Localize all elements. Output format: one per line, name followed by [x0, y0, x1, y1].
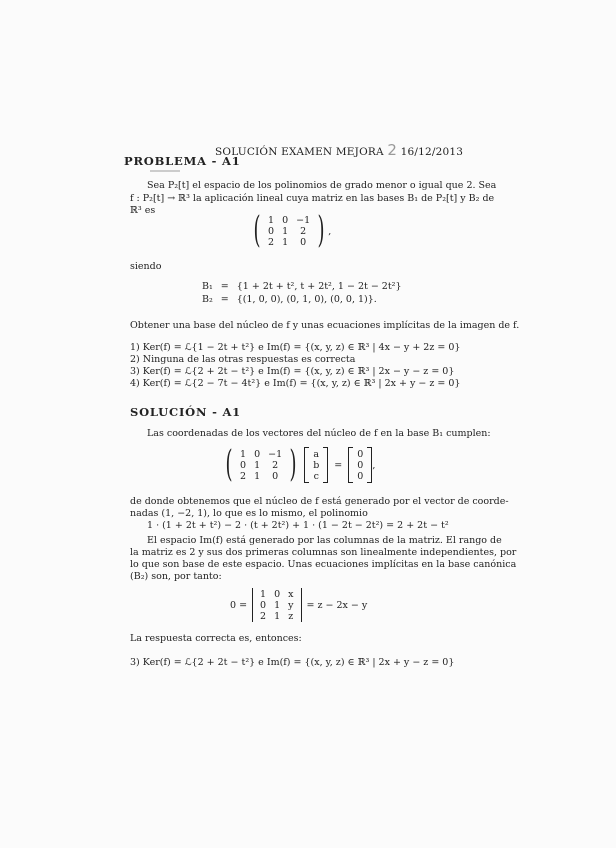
basis-definitions: B₁ = {1 + 2t + t², t + 2t², 1 − 2t − 2t²} B₂ = {(1, 0, 0), (0, 1, 0), (0, 0, 1)}.	[198, 280, 406, 306]
determinant-equation: 0 = 1 0 x 0 1 y 2 1 z = z − 2x − y	[230, 588, 368, 622]
image-text-line-3: lo que son base de este espacio. Unas ecuaciones implícitas en la base canónica	[130, 559, 517, 570]
image-text-line-2: la matriz es 2 y sus dos primeras columnas son linealmente independientes, por	[130, 547, 517, 558]
solution-heading: SOLUCIÓN - A1	[130, 405, 241, 419]
siendo-label: siendo	[130, 261, 162, 272]
page-header	[215, 141, 463, 159]
kernel-system: ( 1 0 −1 0 1 2 2 1 0 ) a b c = 0 0 0 ,	[225, 444, 376, 485]
image-text-line-4: (B₂) son, por tanto:	[130, 571, 222, 582]
problem-statement-line-1: Sea P₂[t] el espacio de los polinomios de grado menor o igual que 2. Sea	[147, 180, 497, 191]
b1-rhs: {1 + 2t + t², t + 2t², 1 − 2t − 2t²}	[236, 281, 402, 292]
answer-intro: La respuesta correcta es, entonces:	[130, 633, 302, 644]
problem-heading: PROBLEMA - A1	[124, 154, 241, 168]
kernel-polynomial: 1 · (1 + 2t + t²) − 2 · (t + 2t²) + 1 · (1 − 2t − 2t²) = 2 + 2t − t²	[147, 520, 449, 531]
option-4: 4) Ker(f) = ℒ{2 − 7t − 4t²} e Im(f) = {(x, y, z) ∈ ℝ³ | 2x + y − z = 0}	[130, 378, 461, 389]
kernel-text-line-1: de donde obtenemos que el núcleo de f está generado por el vector de coorde-	[130, 496, 509, 507]
b1-lhs: B₁	[202, 281, 213, 292]
solution-intro: Las coordenadas de los vectores del núcleo de f en la base B₁ cumplen:	[147, 428, 491, 439]
problem-statement-line-3: ℝ³ es	[130, 205, 156, 216]
header-number: 2	[387, 141, 398, 159]
problem-matrix: ( 1 0 −1 0 1 2 2 1 0 ) ,	[253, 210, 332, 251]
option-3: 3) Ker(f) = ℒ{2 + 2t − t²} e Im(f) = {(x, y, z) ∈ ℝ³ | 2x − y − z = 0}	[130, 366, 455, 377]
option-1: 1) Ker(f) = ℒ{1 − 2t + t²} e Im(f) = {(x, y, z) ∈ ℝ³ | 4x − y + 2z = 0}	[130, 342, 461, 353]
b2-rhs: {(1, 0, 0), (0, 1, 0), (0, 0, 1)}.	[236, 294, 377, 305]
header-title: SOLUCIÓN EXAMEN MEJORA	[215, 146, 384, 158]
b2-lhs: B₂	[202, 294, 213, 305]
scan-smudge	[150, 170, 180, 172]
header-date: 16/12/2013	[400, 146, 464, 158]
kernel-text-line-2: nadas (1, −2, 1), lo que es lo mismo, el polinomio	[130, 508, 368, 519]
problem-question: Obtener una base del núcleo de f y unas ecuaciones implícitas de la imagen de f.	[130, 320, 520, 331]
image-text-line-1: El espacio Im(f) está generado por las columnas de la matriz. El rango de	[147, 535, 502, 546]
option-2: 2) Ninguna de las otras respuestas es correcta	[130, 354, 356, 365]
correct-answer: 3) Ker(f) = ℒ{2 + 2t − t²} e Im(f) = {(x, y, z) ∈ ℝ³ | 2x + y − z = 0}	[130, 657, 455, 668]
problem-statement-line-2: f : P₂[t] → ℝ³ la aplicación lineal cuya matriz en las bases B₁ de P₂[t] y B₂ de	[130, 193, 495, 204]
